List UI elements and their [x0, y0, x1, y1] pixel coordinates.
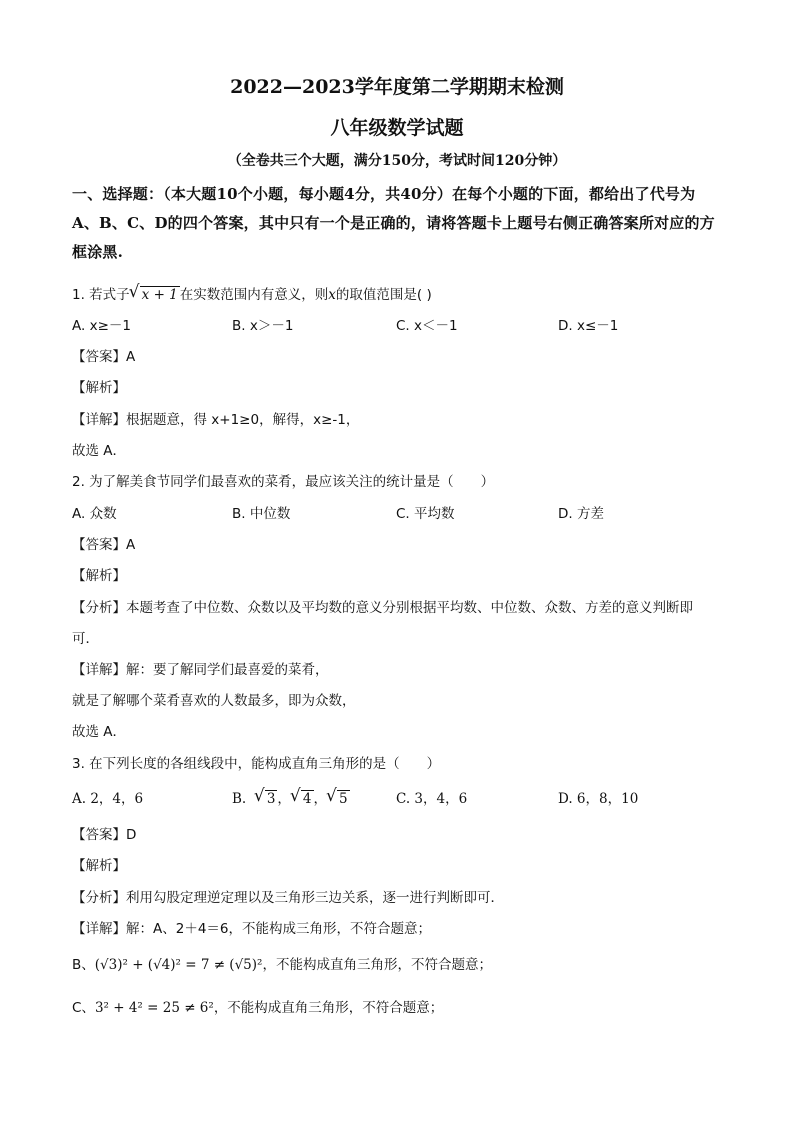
- q3-detail-b: [72, 956, 492, 974]
- q3-option-a: A. 2，4，6: [72, 791, 144, 807]
- q1-conclusion: 故选 A．: [72, 443, 127, 459]
- q3-option-b-sqrt-3: [327, 790, 350, 808]
- q2-fenxi-line-1: 【分析】本题考查了中位数、众数以及平均数的意义分别根据平均数、中位数、众数、方差的意义判断即: [72, 600, 693, 616]
- q1-sqrt: [130, 286, 180, 304]
- q1-stem-suffix-a: 在实数范围内有意义，则: [179, 287, 329, 303]
- page-subtitle: 八年级数学试题: [330, 117, 464, 139]
- q3-fenxi: 【分析】利用勾股定理逆定理以及三角形三边关系，逐一进行判断即可．: [72, 890, 504, 906]
- q3-detail-b-math: (√3)² + (√4)² = 7 ≠ (√5)²: [94, 957, 263, 973]
- q2-option-a: A. 众数: [72, 506, 117, 522]
- q1-option-a: A. x≥－1: [72, 318, 131, 334]
- q1-var: x: [328, 287, 336, 303]
- q2-detail-line-1: 【详解】解：要了解同学们最喜爱的菜肴，: [72, 662, 329, 678]
- q3-detail-b-suffix: ，不能构成直角三角形，不符合题意；: [262, 957, 492, 973]
- q2-analysis: 【解析】: [72, 568, 126, 584]
- q3-option-d: D. 6，8，10: [558, 791, 639, 807]
- q3-option-b-sqrt-2: [291, 790, 314, 808]
- q3-option-b: B. √ 3 ，√ 4 ，√ 5: [232, 790, 350, 808]
- section-heading: 一、选择题：（本大题10个小题，每小题4分，共40分）在每个小题的下面，都给出了代号为A、B、C、D的四个答案，其中只有一个是正确的，请将答题卡上题号右侧正确答案所对应的方框涂黑.: [72, 185, 715, 261]
- q1-answer: 【答案】A: [72, 349, 136, 365]
- q1-analysis: 【解析】: [72, 380, 126, 396]
- question-1-stem: [72, 286, 432, 304]
- q1-detail: 【详解】根据题意，得 x+1≥0，解得，x≥-1，: [72, 412, 360, 428]
- question-2-stem: 2. 为了解美食节同学们最喜欢的菜肴，最应该关注的统计量是（ ）: [72, 474, 495, 490]
- q2-answer: 【答案】A: [72, 537, 136, 553]
- q3-option-b-label: B.: [232, 791, 247, 807]
- q2-option-d: D. 方差: [558, 506, 604, 522]
- q1-option-b: B. x＞－1: [232, 318, 294, 334]
- q3-option-b-radicand-2: 4: [302, 791, 312, 807]
- q3-detail-a: 【详解】解：A、2＋4＝6，不能构成三角形，不符合题意；: [72, 921, 432, 937]
- q3-option-b-sqrt-1: [255, 790, 278, 808]
- q2-option-b: B. 中位数: [232, 506, 291, 522]
- q3-detail-c-math: 3² + 4² = 25 ≠ 6²: [94, 1000, 214, 1016]
- q3-analysis: 【解析】: [72, 858, 126, 874]
- q1-sqrt-radicand: x + 1: [141, 287, 178, 303]
- q3-detail-c-prefix: C、: [72, 1000, 95, 1016]
- exam-note: （全卷共三个大题，满分150分，考试时间120分钟）: [227, 153, 567, 169]
- q3-detail-c-suffix: ，不能构成直角三角形，不符合题意；: [213, 1000, 444, 1016]
- q3-detail-c: [72, 999, 443, 1017]
- q3-option-b-radicand-1: 3: [266, 791, 276, 807]
- q1-stem-suffix-b: 的取值范围是( ): [335, 287, 432, 303]
- page-title: 2022—2023学年度第二学期期末检测: [230, 76, 564, 98]
- q1-option-d: D. x≤－1: [558, 318, 619, 334]
- q3-answer: 【答案】D: [72, 827, 137, 843]
- q3-option-b-radicand-3: 5: [339, 791, 348, 807]
- q3-option-c: C. 3，4，6: [396, 791, 468, 807]
- q2-conclusion: 故选 A．: [72, 724, 127, 740]
- question-3-stem: 3. 在下列长度的各组线段中，能构成直角三角形的是（ ）: [72, 756, 441, 772]
- q1-stem-prefix: 1. 若式子: [72, 287, 130, 303]
- q2-fenxi-line-2: 可．: [72, 631, 99, 647]
- q2-option-c: C. 平均数: [396, 506, 455, 522]
- q2-detail-line-2: 就是了解哪个菜肴喜欢的人数最多，即为众数，: [72, 693, 356, 709]
- q1-option-c: C. x＜－1: [396, 318, 458, 334]
- q3-detail-b-prefix: B、: [72, 957, 95, 973]
